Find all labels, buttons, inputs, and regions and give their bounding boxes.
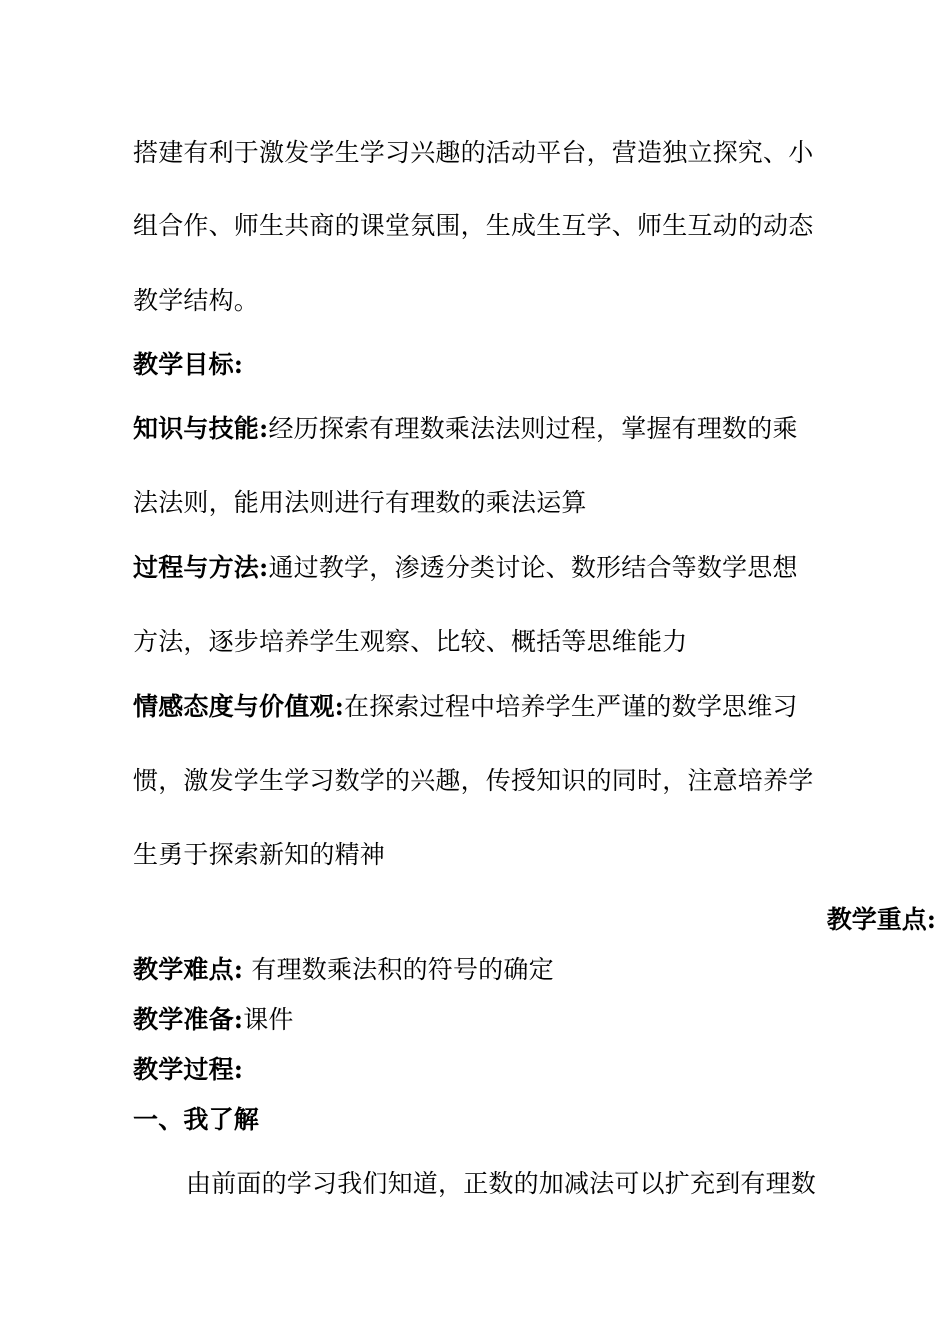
section1-heading: 一、我了解 xyxy=(133,1105,260,1134)
intro-line-1: 搭建有利于激发学生学习兴趣的活动平台，营造独立探究、小 xyxy=(133,138,814,167)
process-heading: 教学过程: xyxy=(133,1055,244,1084)
preparation-text: 课件 xyxy=(243,1005,294,1034)
emotion-line-1 xyxy=(133,692,798,722)
section1-text: 由前面的学习我们知道，正数的加减法可以扩充到有理数 xyxy=(186,1169,817,1198)
emotion-line-2: 惯，激发学生学习数学的兴趣，传授知识的同时，注意培养学 xyxy=(133,766,814,795)
process-line-2: 方法，逐步培养学生观察、比较、概括等思维能力 xyxy=(133,627,688,656)
knowledge-line-2: 法法则，能用法则进行有理数的乘法运算 xyxy=(133,488,587,517)
preparation-line xyxy=(133,1005,294,1035)
intro-line-3: 教学结构。 xyxy=(133,286,260,315)
key-point-heading: 教学重点: xyxy=(826,905,936,934)
knowledge-line-1 xyxy=(133,414,798,444)
emotion-line-3: 生勇于探索新知的精神 xyxy=(133,840,386,869)
intro-line-2: 组合作、师生共商的课堂氛围，生成生互学、师生互动的动态 xyxy=(133,211,814,240)
knowledge-label: 知识与技能: xyxy=(133,414,269,443)
process-line-1 xyxy=(133,553,798,583)
difficulty-line xyxy=(133,955,554,985)
emotion-label: 情感态度与价值观: xyxy=(133,692,345,721)
emotion-text-1: 在探索过程中培养学生严谨的数学思维习 xyxy=(344,692,798,721)
preparation-label: 教学准备: xyxy=(133,1005,244,1034)
difficulty-label: 教学难点: xyxy=(133,955,244,984)
knowledge-text-1: 经历探索有理数乘法法则过程，掌握有理数的乘 xyxy=(268,414,798,443)
objectives-heading: 教学目标: xyxy=(133,350,244,379)
difficulty-text: 有理数乘法积的符号的确定 xyxy=(243,955,554,984)
process-label: 过程与方法: xyxy=(133,553,269,582)
process-text-1: 通过教学，渗透分类讨论、数形结合等数学思想 xyxy=(268,553,798,582)
